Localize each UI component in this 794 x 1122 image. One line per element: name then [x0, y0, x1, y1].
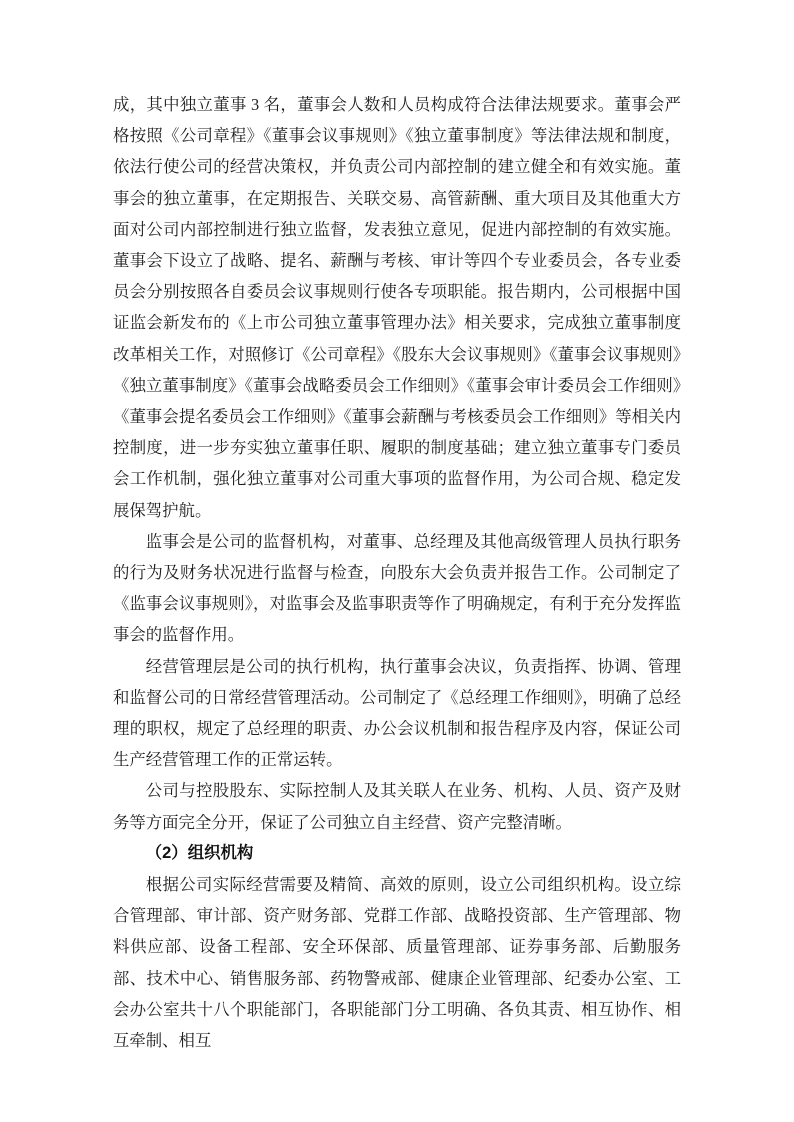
body-paragraph-management-layer: 经营管理层是公司的执行机构，执行董事会决议，负责指挥、协调、管理和监督公司的日常经营管理活动。公司制定了《总经理工作细则》，明确了总经理的职权，规定了总经理的职责、办公会议机制和报告程序及内容，保证公司生产经营管理工作的正常运转。	[113, 656, 681, 770]
body-paragraph-departments: 根据公司实际经营需要及精简、高效的原则，设立公司组织机构。设立综合管理部、审计部、资产财务部、党群工作部、战略投资部、生产管理部、物料供应部、设备工程部、安全环保部、质量管理部、证券事务部、后勤服务部、技术中心、销售服务部、药物警戒部、健康企业管理部、纪委办公室、工会办公室共十八个职能部门，各职能部门分工明确、各负其责、相互协作、相互牵制、相互	[113, 875, 681, 1051]
text-content	[113, 89, 681, 1056]
body-paragraph-independence: 公司与控股股东、实际控制人及其关联人在业务、机构、人员、资产及财务等方面完全分开，保证了公司独立自主经营、资产完整清晰。	[113, 781, 681, 832]
body-paragraph-board-of-directors: 成，其中独立董事 3 名，董事会人数和人员构成符合法律法规要求。董事会严格按照《公司章程》《董事会议事规则》《独立董事制度》等法律法规和制度，依法行使公司的经营决策权，并负责公司内部控制的建立健全和有效实施。董事会的独立董事，在定期报告、关联交易、高管薪酬、重大项目及其他重大方面对公司内部控制进行独立监督，发表独立意见，促进内部控制的有效实施。董事会下设立了战略、提名、薪酬与考核、审计等四个专业委员会，各专业委员会分别按照各自委员会议事规则行使各专项职能。报告期内，公司根据中国证监会新发布的《上市公司独立董事管理办法》相关要求，完成独立董事制度改革相关工作，对照修订《公司章程》《股东大会议事规则》《董事会议事规则》《独立董事制度》《董事会战略委员会工作细则》《董事会审计委员会工作细则》《董事会提名委员会工作细则》《董事会薪酬与考核委员会工作细则》等相关内控制度，进一步夯实独立董事任职、履职的制度基础；建立独立董事专门委员会工作机制，强化独立董事对公司重大事项的监督作用，为公司合规、稳定发展保驾护航。	[113, 95, 681, 520]
body-paragraph-supervisory-board: 监事会是公司的监督机构，对董事、总经理及其他高级管理人员执行职务的行为及财务状况进行监督与检查，向股东大会负责并报告工作。公司制定了《监事会议事规则》，对监事会及监事职责等作了明确规定，有利于充分发挥监事会的监督作用。	[113, 531, 681, 645]
section-heading-organization-structure: （2）组织机构	[145, 843, 254, 862]
